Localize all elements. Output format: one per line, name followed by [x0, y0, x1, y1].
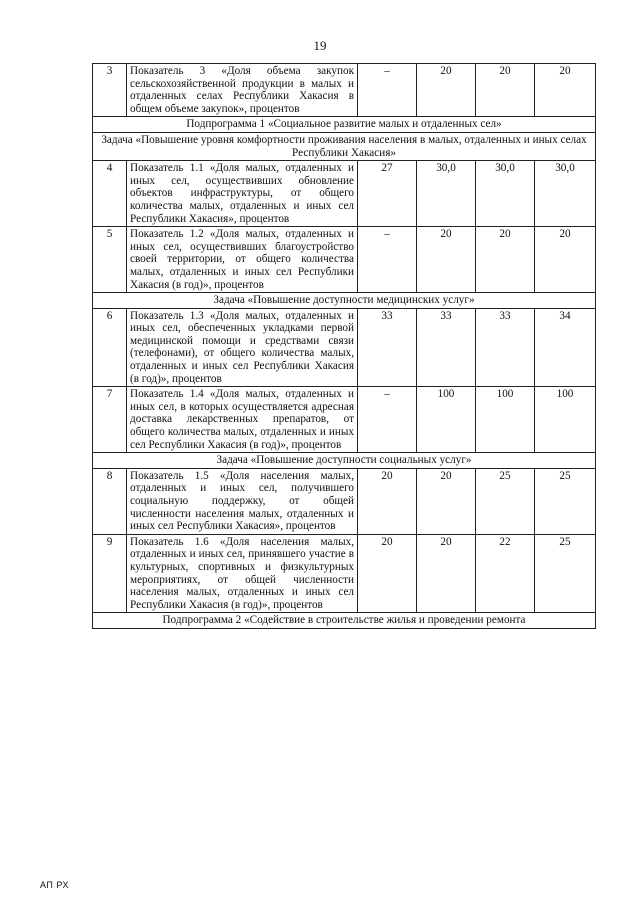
value-cell: 20 — [417, 227, 476, 293]
table-row — [93, 161, 596, 227]
value-cell: 33 — [358, 308, 417, 387]
table-row — [93, 308, 596, 387]
value-cell: 20 — [476, 227, 535, 293]
row-number: 4 — [93, 161, 127, 227]
value-cell: 20 — [358, 534, 417, 613]
section-header-row — [93, 613, 596, 629]
footer-mark: АП РХ — [40, 880, 69, 890]
section-header-row — [93, 132, 596, 160]
value-cell: 100 — [417, 387, 476, 453]
section-header-row — [93, 293, 596, 309]
indicator-description: Показатель 1.6 «Доля населения малых, отдаленных и иных сел, принявшего участие в культурных, спортивных и физкультурных мероприятиях, от общей численности населения малых, отдаленных и иных сел Республики Хакасия (в год)», процентов — [127, 534, 358, 613]
page-number: 19 — [313, 38, 327, 53]
value-cell: 100 — [476, 387, 535, 453]
value-cell: 20 — [417, 534, 476, 613]
indicators-table-body — [93, 64, 596, 629]
row-number: 9 — [93, 534, 127, 613]
value-cell: 20 — [535, 64, 596, 117]
indicator-description: Показатель 1.5 «Доля населения малых, отдаленных и иных сел, получившего социальную поддержку, от общей численности населения малых, отдаленных и иных сел Республики Хакасия», процентов — [127, 468, 358, 534]
value-cell: – — [358, 64, 417, 117]
value-cell: 30,0 — [476, 161, 535, 227]
value-cell: 20 — [358, 468, 417, 534]
table-row — [93, 534, 596, 613]
section-header-row — [93, 453, 596, 469]
value-cell: 20 — [535, 227, 596, 293]
section-header: Задача «Повышение уровня комфортности проживания населения в малых, отдаленных и иных селах Республики Хакасия» — [93, 132, 596, 160]
row-number: 8 — [93, 468, 127, 534]
value-cell: 22 — [476, 534, 535, 613]
table-row — [93, 64, 596, 117]
indicator-description: Показатель 1.1 «Доля малых, отдаленных и иных сел, осуществивших обновление объектов инфраструктуры, от общего количества малых, отдаленных и иных сел Республики Хакасия», процентов — [127, 161, 358, 227]
table-row — [93, 227, 596, 293]
value-cell: 30,0 — [417, 161, 476, 227]
section-header-row — [93, 117, 596, 133]
value-cell: 34 — [535, 308, 596, 387]
indicator-description: Показатель 3 «Доля объема закупок сельскохозяйственной продукции в малых и отдаленных селах Республики Хакасия в общем объеме закупок», процентов — [127, 64, 358, 117]
row-number: 6 — [93, 308, 127, 387]
indicator-description: Показатель 1.4 «Доля малых, отдаленных и иных сел, в которых осуществляется адресная доставка лекарственных препаратов, от общего количества малых, отдаленных и иных сел Республики Хакасия (в год)», процентов — [127, 387, 358, 453]
value-cell: 20 — [417, 64, 476, 117]
indicator-description: Показатель 1.2 «Доля малых, отдаленных и иных сел, осуществивших благоустройство своей территории, от общего количества малых, отдаленных и иных сел Республики Хакасия (в год)», процентов — [127, 227, 358, 293]
value-cell: 20 — [476, 64, 535, 117]
table-row — [93, 387, 596, 453]
value-cell: 30,0 — [535, 161, 596, 227]
value-cell: 27 — [358, 161, 417, 227]
section-header: Подпрограмма 2 «Содействие в строительстве жилья и проведении ремонта — [93, 613, 596, 629]
indicators-table — [92, 63, 596, 629]
section-header: Подпрограмма 1 «Социальное развитие малых и отдаленных сел» — [93, 117, 596, 133]
value-cell: 25 — [476, 468, 535, 534]
value-cell: 20 — [417, 468, 476, 534]
value-cell: 33 — [417, 308, 476, 387]
row-number: 5 — [93, 227, 127, 293]
value-cell: – — [358, 387, 417, 453]
value-cell: – — [358, 227, 417, 293]
row-number: 7 — [93, 387, 127, 453]
table-row — [93, 468, 596, 534]
indicator-description: Показатель 1.3 «Доля малых, отдаленных и иных сел, обеспеченных укладками первой медицинской помощи и средствами связи (телефонами), от общего количества малых, отдаленных и иных сел Республики Хакасия (в год)», процентов — [127, 308, 358, 387]
value-cell: 25 — [535, 468, 596, 534]
value-cell: 33 — [476, 308, 535, 387]
row-number: 3 — [93, 64, 127, 117]
value-cell: 100 — [535, 387, 596, 453]
value-cell: 25 — [535, 534, 596, 613]
section-header: Задача «Повышение доступности медицинских услуг» — [93, 293, 596, 309]
section-header: Задача «Повышение доступности социальных услуг» — [93, 453, 596, 469]
